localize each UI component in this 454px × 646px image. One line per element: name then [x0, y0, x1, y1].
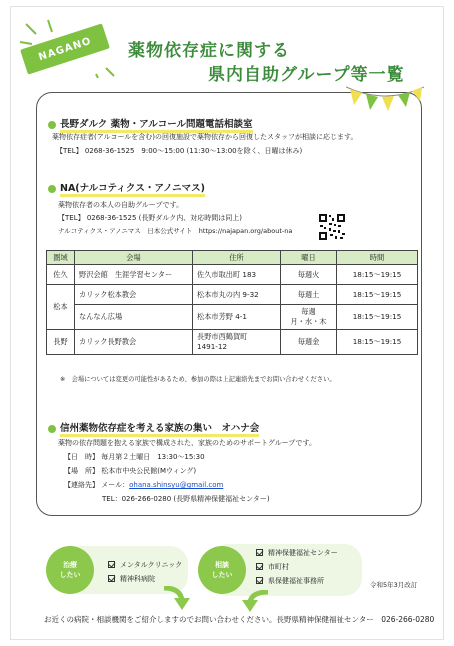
cell-venue: なんなん広場 [75, 305, 193, 330]
cell-area: 長野 [47, 330, 75, 355]
footer-contact: お近くの病院・相談機関をご紹介しますのでお問い合わせください。長野県精神保健福祉センター 026-266-0280 [44, 615, 435, 624]
header-venue: 会場 [75, 251, 193, 265]
nagano-badge: NAGANO [20, 23, 110, 74]
section3-desc: 薬物の依存問題を抱える家族で構成された、家族のためのサポートグループです。 [58, 439, 316, 447]
revision-date: 令和5年3月改訂 [370, 581, 418, 589]
cell-address: 松本市芳野 4-1 [193, 305, 281, 330]
section1-desc: 薬物依存症者(アルコールを含む)の回復施設で薬物依存から回復したスタッフが相談に応じます。 [52, 133, 358, 141]
page-title-line1: 薬物依存症に関する [128, 41, 290, 61]
bullet-dot-icon [48, 185, 56, 193]
arrow-down-icon [232, 590, 272, 614]
checklist-item: 精神科病院 [108, 574, 155, 584]
table-row [47, 330, 418, 355]
checklist-item: メンタルクリニック [108, 560, 182, 570]
cell-time: 18:15～19:15 [337, 285, 418, 305]
section2-site: ナルコティクス・アノニマス 日本公式サイト https://najapan.org/about-na [58, 227, 293, 235]
section2-title: NA(ナルコティクス・アノニマス) [48, 180, 205, 194]
checkbox-icon [256, 577, 263, 584]
section3-title: 信州薬物依存症を考える家族の集い オハナ会 [48, 420, 259, 434]
section3-contact: 【連絡先】 メール：ohana.shinsyu@gmail.com [64, 481, 224, 489]
cell-time: 18:15～19:15 [337, 265, 418, 285]
header-address: 住所 [193, 251, 281, 265]
section3-tel: TEL：026-266-0280 (長野県精神保健福祉センター) [102, 495, 270, 503]
header-day: 曜日 [281, 251, 337, 265]
section2-desc: 薬物依存者の本人の自助グループです。 [58, 201, 184, 209]
section3-date: 【日 時】 毎月第２土曜日 13:30～15:30 [64, 453, 205, 461]
page-title-line2: 県内自助グループ等一覧 [208, 65, 405, 85]
qr-code-icon [318, 213, 346, 241]
checkbox-icon [108, 561, 115, 568]
cell-day: 毎週火 [281, 265, 337, 285]
treatment-circle: 治療 したい [46, 546, 94, 594]
cell-area: 佐久 [47, 265, 75, 285]
table-header-row [47, 251, 418, 265]
checklist-item: 市町村 [256, 562, 289, 572]
consultation-circle: 相談 したい [198, 546, 246, 594]
header-time: 時間 [337, 251, 418, 265]
arrow-down-icon [160, 586, 200, 612]
cell-venue: カリック松本教会 [75, 285, 193, 305]
section3-place: 【場 所】 松本市中央公民館(Mウィング) [64, 467, 197, 475]
checkbox-icon [108, 575, 115, 582]
cell-area: 松本 [47, 285, 75, 330]
cell-address: 松本市丸の内 9-32 [193, 285, 281, 305]
table-row [47, 265, 418, 285]
table-row [47, 305, 418, 330]
cell-venue: 野沢会館 生涯学習センター [75, 265, 193, 285]
section1-title: 長野ダルク 薬物・アルコール問題電話相談室 [48, 116, 253, 130]
section2-tel: 【TEL】 0268-36-1525 (長野ダルク内、対応時間は同上) [58, 214, 242, 222]
checklist-item: 精神保健福祉センター [256, 548, 338, 558]
cell-day: 毎週土 [281, 285, 337, 305]
cell-address: 長野市西鶴賀町 1491-12 [193, 330, 281, 355]
cell-day: 毎週金 [281, 330, 337, 355]
section1-tel: 【TEL】 0268-36-1525 9:00～15:00 (11:30～13:00を除く、日曜は休み) [56, 147, 303, 155]
bunting-flags-icon [346, 83, 424, 115]
checkbox-icon [256, 563, 263, 570]
cell-time: 18:15～19:15 [337, 330, 418, 355]
header-area: 圏域 [47, 251, 75, 265]
cell-time: 18:15～19:15 [337, 305, 418, 330]
group-schedule-table [46, 250, 418, 355]
cell-address: 佐久市取出町 183 [193, 265, 281, 285]
bullet-dot-icon [48, 425, 56, 433]
checklist-item: 県保健福祉事務所 [256, 576, 324, 586]
cell-day: 毎週 月・水・木 [281, 305, 337, 330]
bullet-dot-icon [48, 121, 56, 129]
table-row [47, 285, 418, 305]
cell-venue: カリック長野教会 [75, 330, 193, 355]
table-note: ※ 会場については変更の可能性があるため、参加の際は上記連絡先までお問い合わせください。 [60, 376, 336, 383]
email-link[interactable]: ohana.shinsyu@gmail.com [129, 481, 224, 489]
checkbox-icon [256, 549, 263, 556]
